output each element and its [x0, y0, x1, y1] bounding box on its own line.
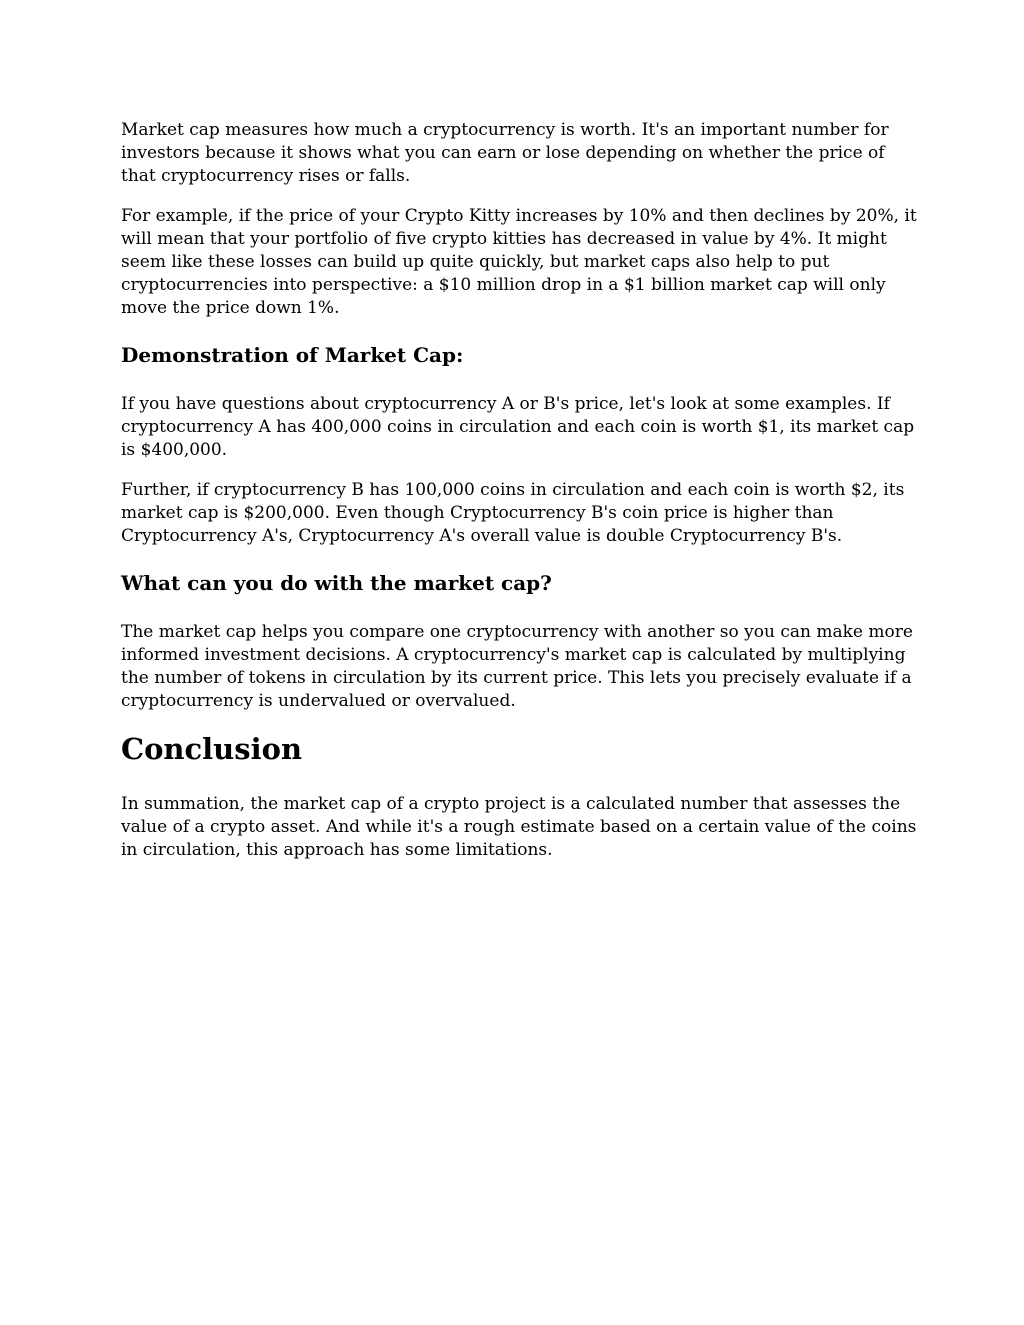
document-page — [121, 119, 921, 879]
paragraph-cryptocurrency-b: Further, if cryptocurrency B has 100,000 coins in circulation and each coin is worth $2, its market cap is $200,000. Even though Cryptocurrency B's coin price is higher than Cryptocurrency A's, Cryptocurrency A's overall value is double Cryptocurrency B's. — [121, 480, 905, 546]
paragraph-cryptocurrency-a: If you have questions about cryptocurrency A or B's price, let's look at some examples. If cryptocurrency A has 400,000 coins in circulation and each coin is worth $1, its market cap is $400,000. — [121, 394, 915, 460]
heading-conclusion: Conclusion — [121, 732, 303, 766]
heading-demonstration: Demonstration of Market Cap: — [121, 343, 464, 367]
paragraph-summation: In summation, the market cap of a crypto project is a calculated number that assesses the value of a crypto asset. And while it's a rough estimate based on a certain value of the coins in circulation, this approach has some limitations. — [121, 794, 917, 860]
paragraph-crypto-kitty-example: For example, if the price of your Crypto Kitty increases by 10% and then declines by 20%, it will mean that your portfolio of five crypto kitties has decreased in value by 4%. It might seem like these losses can build up quite quickly, but market caps also help to put cryptocurrencies into perspective: a $10 million drop in a $1 billion market cap will only move the price down 1%. — [121, 206, 917, 318]
heading-what-can-you-do: What can you do with the market cap? — [121, 571, 552, 595]
paragraph-compare: The market cap helps you compare one cryptocurrency with another so you can make more informed investment decisions. A cryptocurrency's market cap is calculated by multiplying the number of tokens in circulation by its current price. This lets you precisely evaluate if a cryptocurrency is undervalued or overvalued. — [121, 622, 913, 711]
paragraph-market-cap-intro: Market cap measures how much a cryptocurrency is worth. It's an important number for investors because it shows what you can earn or lose depending on whether the price of that cryptocurrency rises or falls. — [121, 120, 889, 186]
